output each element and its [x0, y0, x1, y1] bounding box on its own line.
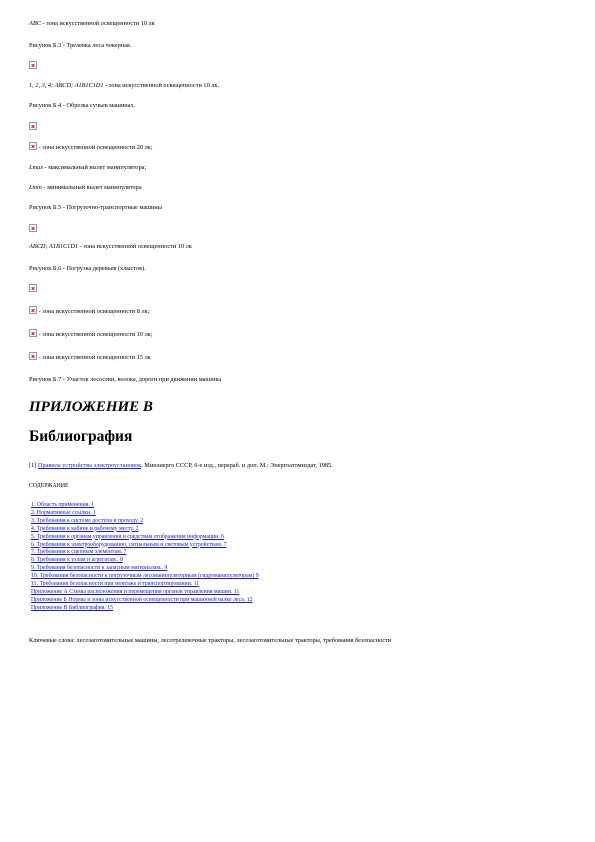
bibliography-link[interactable]: Правила устройства электроустановок: [37, 462, 142, 469]
table-of-contents: [31, 502, 259, 613]
zone-15-line: - зона искусственной освещенности 15 лк: [29, 352, 151, 362]
broken-image-icon: [29, 352, 37, 360]
broken-image-icon: [29, 284, 37, 294]
broken-image-icon: [29, 142, 37, 150]
toc-link[interactable]: 4. Требования к кабине и рабочему месту. 2: [31, 525, 139, 532]
broken-image-icon: [29, 224, 37, 234]
bibliography-entry: [1] Правила устройства электроустановок. Минэнерго СССР, 6-е изд., перераб. и доп. М.: Энергоатомиздат, 1985.: [29, 462, 333, 469]
toc-link[interactable]: 3. Требования к системе доступа и проходу. 2: [31, 517, 144, 524]
figure-b5-caption: Рисунок Б.5 - Погрузочно-транспортные машины: [29, 204, 162, 211]
lmin-line: Lmin - минимальный вылет манипулятора: [29, 184, 142, 191]
contents-title: СОДЕРЖАНИЕ: [29, 483, 69, 489]
toc-link[interactable]: 6. Требования к электрооборудованию, сигнальным и световым устройствам. 7: [31, 541, 227, 548]
annex-heading: ПРИЛОЖЕНИЕ В: [29, 399, 153, 415]
toc-link[interactable]: 8. Требования к узлам и агрегатам.. 8: [31, 557, 123, 564]
zone-abcd-line: 1, 2, 3, 4; ABCD; A1B1C1D1 - зона искусственной освещенности 10 лк.: [29, 82, 220, 89]
toc-link[interactable]: 2. Нормативные ссылки. 1: [31, 509, 96, 516]
zone-abc-line: ABC - зона искусственной освещенности 10 лк: [29, 20, 155, 27]
lmax-line: Lmax - максимальный вылет манипулятора;: [29, 164, 147, 171]
toc-link[interactable]: 1. Область применения. 1: [31, 502, 95, 508]
toc-link[interactable]: Приложение Б Нормы и зоны искусственной освещенности при машинной валке леса. 12: [31, 596, 253, 603]
figure-b7-caption: Рисунок Б.7 - Участок лесосеки, волока, дороги при движении машины: [29, 376, 222, 383]
toc-link[interactable]: 11. Требования безопасности при монтаже и транспортировании. 11: [31, 581, 200, 588]
toc-link[interactable]: 9. Требования безопасности к запасным материалам.. 9: [31, 565, 168, 572]
broken-image-icon: [29, 306, 37, 314]
toc-link[interactable]: Приложение А Схемы расположения и перемещения органов управления машин. 11: [31, 588, 240, 595]
bibliography-heading: Библиография: [29, 428, 133, 445]
figure-b4-caption: Рисунок Б.4 - Обрезка сучьев машинах.: [29, 102, 136, 109]
broken-image-icon: [29, 122, 37, 132]
zone-8-line: - зона искусственной освещенности 8 лк;: [29, 306, 149, 316]
toc-link[interactable]: 10. Требования безопасности к погрузочным лесоманипуляторным (гидроманипуляторам) 9: [31, 573, 259, 580]
zone-abcd-10-line: ABCD; A1B1C1D1 - зона искусственной освещенности 10 лк: [29, 243, 192, 250]
broken-image-icon: [29, 61, 37, 71]
keywords-line: Ключевые слова: лесозаготовительные машины, лесотрелевочные тракторы, лесозаготовительные тракторы, требования безопасности: [29, 637, 392, 644]
toc-link[interactable]: 7. Требования к сцепным элементам. 7: [31, 549, 127, 556]
toc-link[interactable]: 5. Требования к органам управления и средствам отображения информации. 6: [31, 533, 225, 540]
zone-10-line: - зона искусственной освещенности 10 лк;: [29, 329, 153, 339]
zone-20-line: - зона искусственной освещенности 20 лк;: [29, 142, 153, 152]
figure-b6-caption: Рисунок Б.6 - Погрузка деревьев (хлыстов).: [29, 265, 146, 272]
toc-link[interactable]: Приложение В Библиография. 15: [31, 604, 114, 611]
broken-image-icon: [29, 329, 37, 337]
figure-b3-caption: Рисунок Б.3 - Трелевка леса чокерная.: [29, 42, 132, 49]
